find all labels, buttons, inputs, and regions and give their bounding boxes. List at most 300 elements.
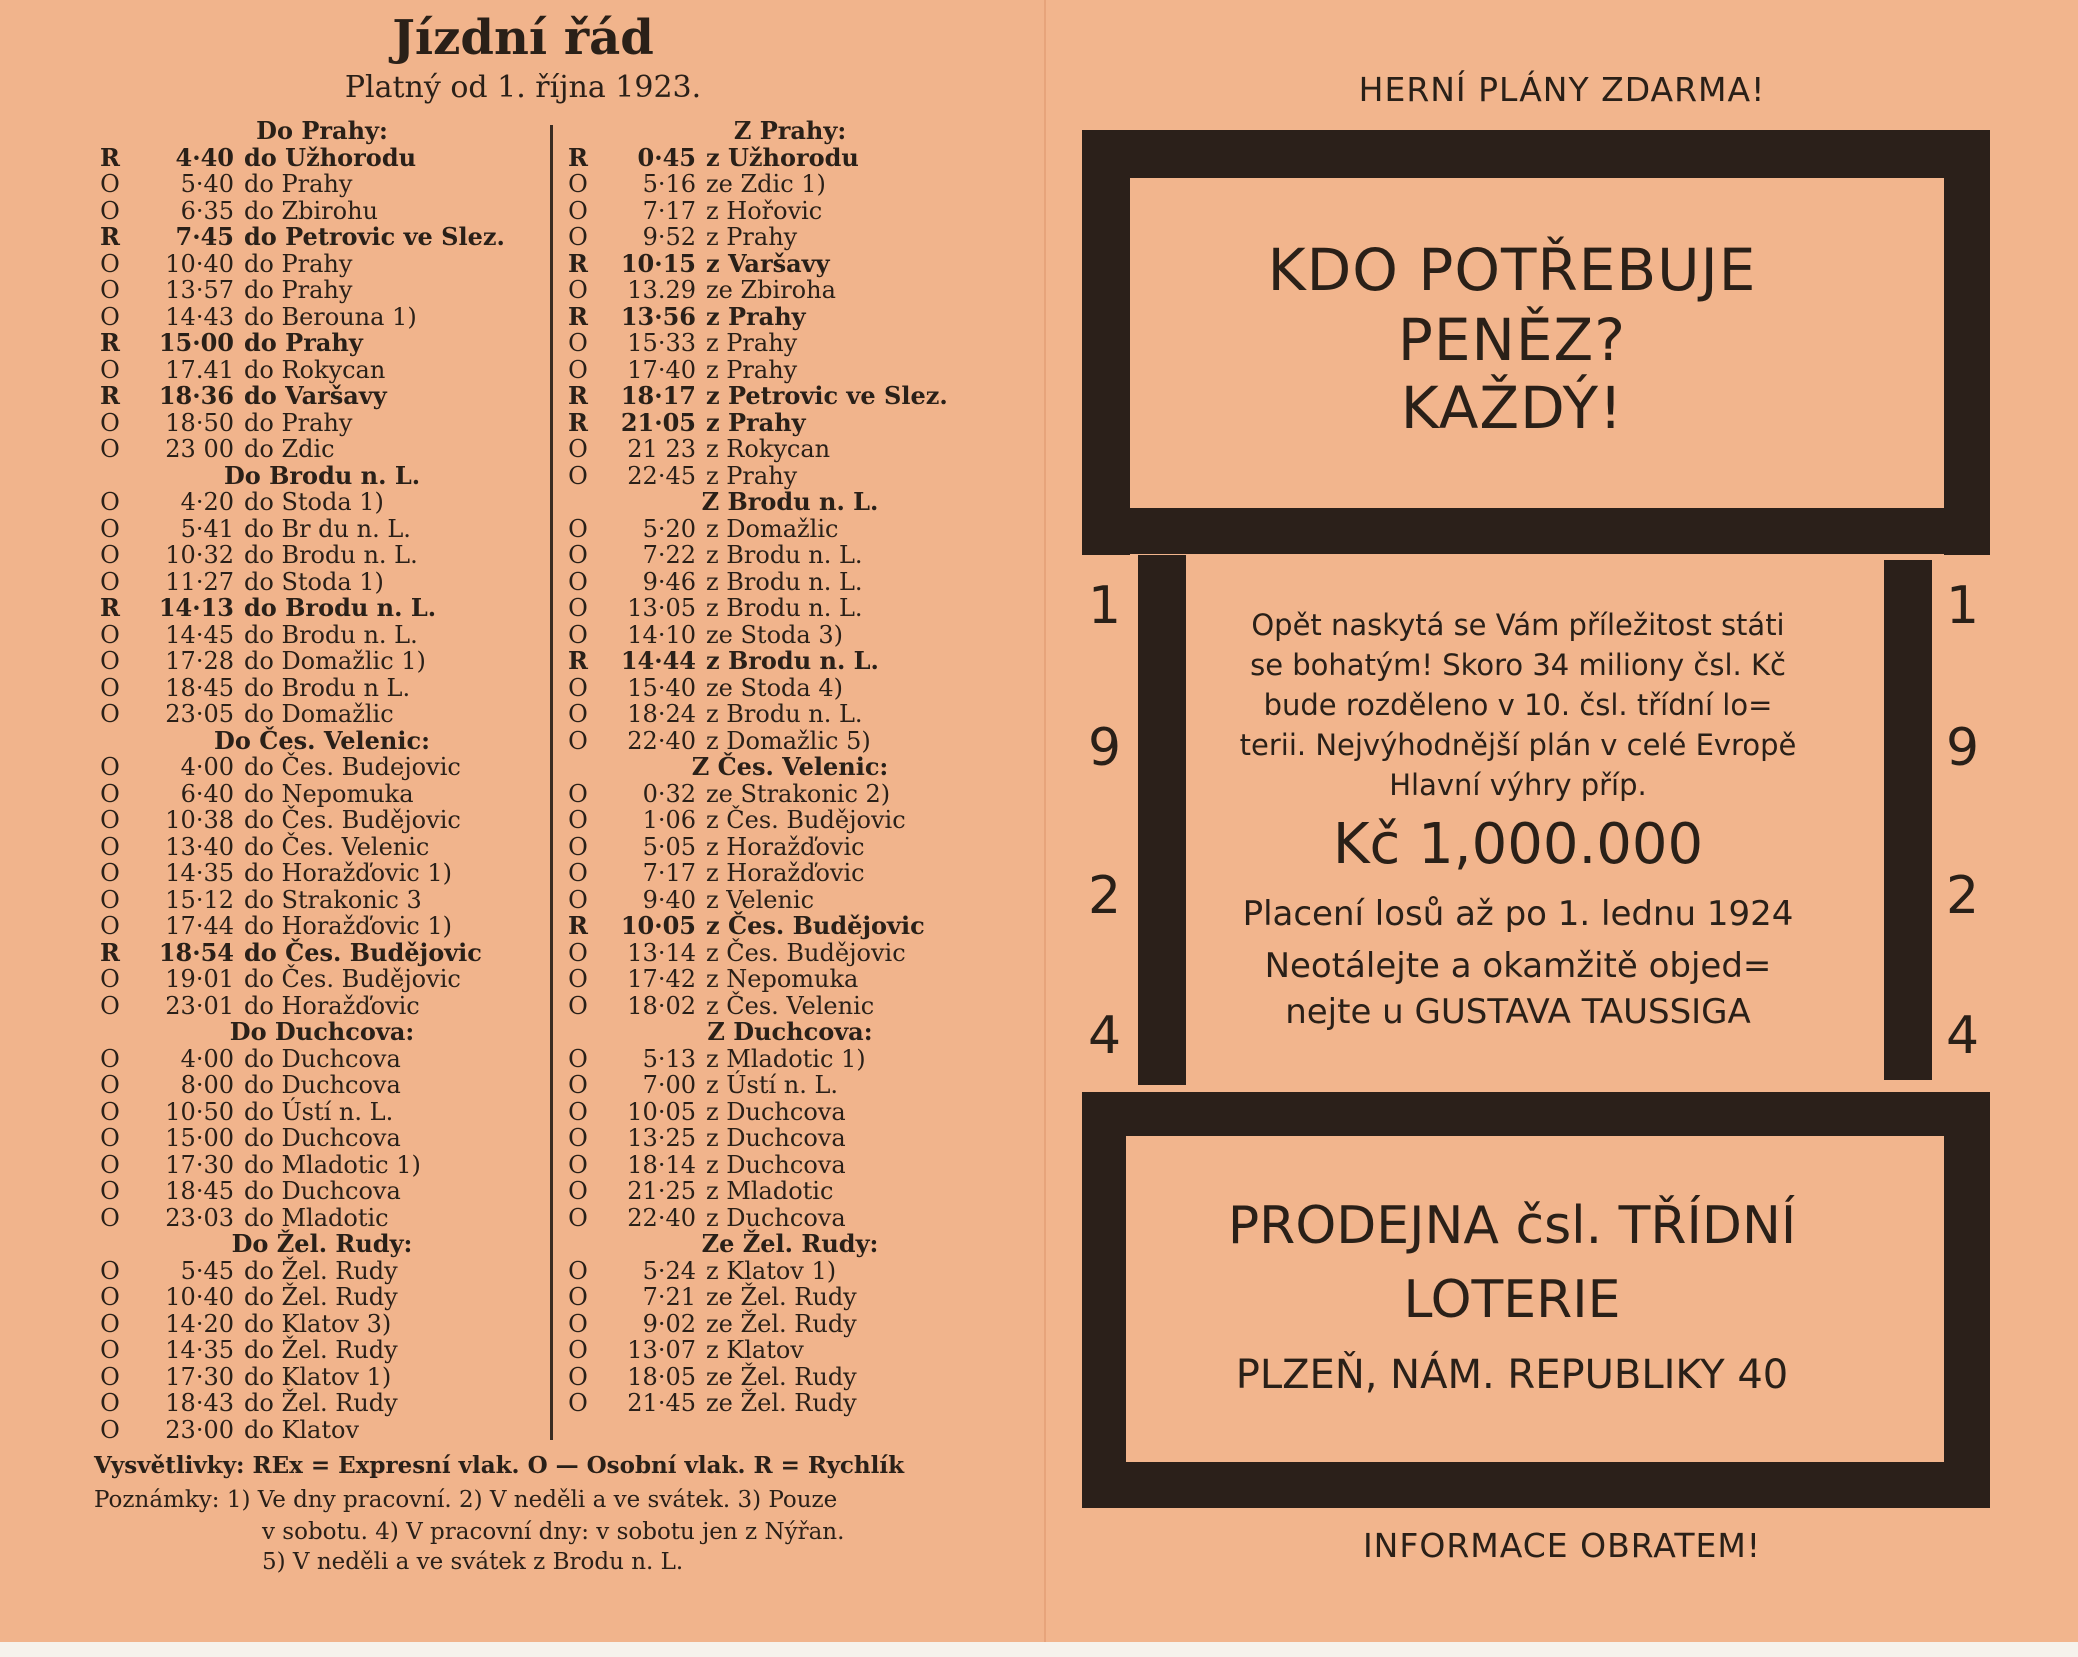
section-heading: Z Duchcova: — [707, 1017, 873, 1046]
train-row — [92, 1178, 552, 1205]
train-type: O — [100, 1283, 120, 1311]
train-row — [92, 1099, 552, 1126]
train-destination: do Ústí n. L. — [244, 1097, 394, 1126]
shop-panel — [1136, 1180, 1888, 1450]
train-time: 18·24 — [627, 700, 696, 728]
train-type: O — [568, 1362, 588, 1391]
train-type: O — [568, 965, 588, 993]
train-type: O — [568, 1097, 588, 1126]
train-row — [92, 648, 552, 675]
train-destination: do Prahy — [244, 328, 363, 357]
train-row — [92, 887, 552, 914]
train-row — [560, 383, 1020, 410]
page-margin — [0, 1642, 2078, 1657]
train-type: O — [100, 991, 120, 1020]
train-destination: do Užhorodu — [244, 142, 417, 172]
train-destination: z Brodu n. L. — [706, 594, 863, 622]
train-row — [92, 937, 552, 967]
train-destination: z Mladotic 1) — [706, 1044, 866, 1073]
train-destination: z Domažlic 5) — [706, 726, 871, 755]
train-type: O — [100, 567, 120, 596]
train-time: 23·03 — [165, 1203, 234, 1232]
train-destination: do Brodu n. L. — [244, 620, 418, 649]
offer-line: Opět naskytá se Vám příležitost státi — [1251, 608, 1785, 642]
train-time: 13·05 — [627, 594, 696, 622]
train-destination: ze Žel. Rudy — [706, 1309, 857, 1338]
section-heading: Do Brodu n. L. — [223, 460, 421, 490]
train-time: 13·40 — [165, 832, 234, 861]
train-destination: do Prahy — [244, 170, 353, 198]
train-type: O — [100, 832, 120, 861]
train-time: 9·46 — [642, 567, 696, 596]
train-time: 10·05 — [620, 911, 696, 940]
offer-panel — [1178, 600, 1858, 1080]
train-row — [560, 1178, 1020, 1205]
train-type: O — [100, 673, 120, 702]
train-time: 9·02 — [642, 1309, 696, 1338]
train-type: O — [100, 1203, 120, 1232]
train-row — [560, 1125, 1020, 1152]
train-destination: do Zbirohu — [244, 196, 378, 225]
train-row — [92, 569, 552, 596]
train-type: O — [100, 302, 120, 331]
train-row — [560, 913, 1020, 940]
train-type: O — [568, 1177, 588, 1205]
train-destination: do Žel. Rudy — [244, 1283, 398, 1311]
section-heading: Z Brodu n. L. — [701, 487, 879, 516]
train-time: 5·13 — [642, 1044, 696, 1073]
train-time: 14·35 — [165, 1336, 234, 1364]
train-destination: ze Zdic 1) — [706, 170, 826, 198]
train-destination: do Mladotic — [244, 1203, 389, 1232]
frame-bar — [1082, 1136, 1126, 1486]
train-row — [560, 728, 1020, 755]
train-time: 6·40 — [180, 779, 234, 808]
train-time: 5·24 — [642, 1256, 696, 1285]
train-destination: ze Žel. Rudy — [706, 1389, 857, 1417]
train-row — [92, 198, 552, 225]
train-row — [560, 622, 1020, 649]
legend: Vysvětlivky: REx = Expresní vlak. O — Osobní vlak. R = Rychlík — [94, 1452, 905, 1479]
train-row — [92, 383, 552, 410]
train-type: O — [568, 885, 588, 914]
train-destination: ze Stoda 3) — [706, 620, 843, 649]
shop-name-line-2: LOTERIE — [1403, 1270, 1621, 1330]
train-type: O — [568, 1389, 588, 1417]
train-row — [92, 993, 552, 1020]
train-type: O — [568, 938, 588, 967]
train-row — [560, 1364, 1020, 1391]
train-destination: do Žel. Rudy — [244, 1389, 398, 1417]
train-destination: do Domažlic — [244, 700, 394, 728]
train-type: O — [100, 806, 120, 834]
headline-line-1: KDO POTŘEBUJE — [1267, 236, 1757, 304]
train-time: 5·41 — [180, 514, 234, 543]
train-type: O — [568, 700, 588, 728]
train-time: 22·40 — [627, 1203, 696, 1232]
train-row — [92, 754, 552, 781]
train-row — [560, 1152, 1020, 1179]
offer-line: se bohatým! Skoro 34 miliony čsl. Kč — [1250, 648, 1786, 682]
train-destination: do Čes. Velenic — [244, 832, 430, 861]
year-digit: 4 — [1946, 1006, 1980, 1066]
train-destination: ze Strakonic 2) — [706, 779, 891, 808]
train-type: R — [568, 142, 588, 172]
train-time: 10·15 — [620, 248, 696, 278]
train-type: O — [568, 1283, 588, 1311]
train-time: 21·45 — [627, 1389, 696, 1417]
train-row — [560, 542, 1020, 569]
year-digit: 1 — [1088, 576, 1122, 636]
train-time: 23 00 — [165, 435, 234, 463]
train-row — [560, 301, 1020, 331]
train-type: O — [100, 965, 120, 993]
train-type: O — [100, 1415, 120, 1444]
train-row — [92, 277, 552, 304]
train-destination: do Br du n. L. — [244, 514, 411, 543]
train-time: 23·00 — [165, 1415, 234, 1444]
train-time: 10·40 — [165, 249, 234, 278]
train-row — [560, 277, 1020, 304]
train-time: 14·45 — [165, 620, 234, 649]
train-destination: do Čes. Budějovic — [244, 806, 461, 834]
train-row — [92, 304, 552, 331]
train-row — [92, 675, 552, 702]
train-destination: do Rokycan — [244, 355, 386, 384]
train-time: 8·00 — [180, 1071, 234, 1099]
train-row — [92, 251, 552, 278]
train-row — [92, 330, 552, 357]
train-destination: z Prahy — [706, 461, 798, 490]
train-row — [560, 357, 1020, 384]
train-time: 1·06 — [642, 806, 696, 834]
train-time: 14·13 — [158, 593, 234, 622]
train-time: 14·20 — [165, 1309, 234, 1338]
train-row — [560, 198, 1020, 225]
train-row — [92, 410, 552, 437]
train-type: O — [568, 355, 588, 384]
train-row — [560, 407, 1020, 437]
train-type: O — [568, 1071, 588, 1099]
train-time: 22·45 — [627, 461, 696, 490]
train-destination: do Duchcova — [244, 1177, 401, 1205]
year-digit: 2 — [1088, 866, 1122, 926]
train-time: 10·40 — [165, 1283, 234, 1311]
train-time: 4·00 — [180, 1044, 234, 1073]
train-time: 10·05 — [627, 1097, 696, 1126]
train-time: 17·42 — [627, 965, 696, 993]
train-destination: ze Stoda 4) — [706, 673, 843, 702]
train-type: O — [100, 1150, 120, 1179]
year-digit: 4 — [1088, 1006, 1122, 1066]
train-type: R — [568, 301, 588, 331]
train-destination: z Prahy — [706, 355, 798, 384]
departures-column — [92, 118, 552, 1443]
train-type: O — [100, 355, 120, 384]
train-destination: do Klatov 3) — [244, 1309, 392, 1338]
train-destination: ze Žel. Rudy — [706, 1283, 857, 1311]
column-divider — [550, 125, 553, 1440]
train-time: 22·40 — [627, 726, 696, 755]
train-type: O — [568, 329, 588, 357]
train-type: O — [568, 620, 588, 649]
train-destination: z Brodu n. L. — [706, 567, 863, 596]
train-type: O — [568, 832, 588, 861]
train-destination: do Žel. Rudy — [244, 1256, 398, 1285]
train-type: R — [100, 381, 120, 410]
train-time: 17·28 — [165, 647, 234, 675]
train-time: 10·38 — [165, 806, 234, 834]
train-destination: z Prahy — [706, 407, 806, 437]
train-destination: z Prahy — [706, 223, 798, 251]
train-row — [92, 1205, 552, 1232]
train-destination: do Brodu n L. — [244, 673, 411, 702]
train-type: O — [568, 567, 588, 596]
train-type: R — [568, 248, 588, 278]
train-time: 13·07 — [627, 1336, 696, 1364]
train-type: O — [568, 276, 588, 304]
train-time: 13·25 — [627, 1124, 696, 1152]
train-destination: z Prahy — [706, 329, 798, 357]
train-destination: do Strakonic 3 — [244, 885, 422, 914]
frame-bar — [1082, 130, 1990, 178]
train-time: 13·56 — [620, 301, 696, 331]
train-row — [560, 834, 1020, 861]
train-destination: z Duchcova — [706, 1124, 846, 1152]
train-time: 7·00 — [642, 1071, 696, 1099]
train-type: R — [100, 142, 120, 172]
train-type: O — [568, 594, 588, 622]
train-type: O — [100, 859, 120, 887]
train-time: 23·01 — [165, 991, 234, 1020]
frame-bar — [1944, 130, 1990, 555]
timetable-subtitle: Platný od 1. října 1923. — [344, 70, 702, 105]
train-destination: z Velenic — [706, 885, 815, 914]
train-time: 18·43 — [165, 1389, 234, 1417]
headline-line-2: PENĚZ? — [1397, 306, 1627, 374]
train-time: 23·05 — [165, 700, 234, 728]
section-heading: Do Žel. Rudy: — [231, 1229, 413, 1258]
train-time: 21 23 — [627, 435, 696, 463]
train-type: O — [100, 1071, 120, 1099]
train-destination: z Hořovic — [706, 196, 823, 225]
train-type: O — [100, 1389, 120, 1417]
train-row — [92, 913, 552, 940]
train-destination: z Rokycan — [706, 435, 831, 463]
train-destination: z Čes. Budějovic — [706, 938, 906, 967]
train-time: 17·30 — [165, 1362, 234, 1391]
train-time: 0·45 — [637, 142, 696, 172]
train-destination: do Klatov — [244, 1415, 360, 1444]
train-time: 14·35 — [165, 859, 234, 887]
train-type: O — [100, 912, 120, 940]
train-destination: z Čes. Budějovic — [706, 806, 906, 834]
train-time: 19·01 — [165, 965, 234, 993]
train-destination: do Prahy — [244, 249, 353, 278]
train-type: R — [568, 911, 588, 940]
train-time: 18·45 — [165, 673, 234, 702]
train-time: 9·40 — [642, 885, 696, 914]
train-time: 15·33 — [627, 329, 696, 357]
train-destination: z Brodu n. L. — [706, 541, 863, 569]
train-destination: ze Zbiroha — [706, 276, 836, 304]
train-time: 7·22 — [642, 541, 696, 569]
train-row — [560, 142, 1020, 172]
headline-panel — [1136, 186, 1888, 506]
train-time: 5·20 — [642, 514, 696, 543]
train-row — [92, 1364, 552, 1391]
train-time: 14·43 — [165, 302, 234, 331]
train-destination: z Duchcova — [706, 1097, 846, 1126]
train-type: O — [100, 647, 120, 675]
train-time: 15·00 — [165, 1124, 234, 1152]
train-time: 11·27 — [165, 567, 234, 596]
train-row — [92, 1390, 552, 1417]
train-row — [560, 860, 1020, 887]
train-row — [92, 1046, 552, 1073]
train-type: O — [100, 408, 120, 437]
train-row — [92, 357, 552, 384]
frame-bar — [1082, 1092, 1990, 1136]
train-row — [560, 224, 1020, 251]
train-row — [560, 1311, 1020, 1338]
train-row — [92, 701, 552, 728]
train-time: 17·44 — [165, 912, 234, 940]
train-destination: do Varšavy — [244, 381, 387, 410]
train-row — [560, 1337, 1020, 1364]
train-time: 17.41 — [165, 355, 234, 384]
train-time: 7·45 — [175, 222, 234, 251]
train-row — [560, 781, 1020, 808]
train-type: O — [568, 223, 588, 251]
train-destination: z Domažlic — [706, 514, 839, 543]
offer-line: bude rozděleno v 10. čsl. třídní lo= — [1263, 688, 1773, 722]
train-destination: z Klatov — [706, 1336, 804, 1364]
train-row — [92, 1284, 552, 1311]
train-row — [560, 1258, 1020, 1285]
train-time: 4·20 — [180, 488, 234, 516]
train-row — [560, 1390, 1020, 1417]
year-digit: 2 — [1946, 866, 1980, 926]
train-type: O — [568, 196, 588, 225]
train-destination: do Horažďovic — [244, 991, 420, 1020]
train-row — [92, 807, 552, 834]
train-type: O — [568, 1256, 588, 1285]
train-type: O — [568, 1203, 588, 1232]
train-destination: z Mladotic — [706, 1177, 834, 1205]
train-destination: do Čes. Budejovic — [244, 753, 461, 781]
notes-line-3: 5) V neděli a ve svátek z Brodu n. L. — [262, 1549, 684, 1575]
train-destination: do Horažďovic 1) — [244, 912, 452, 940]
train-type: O — [100, 779, 120, 808]
train-row — [92, 781, 552, 808]
train-row — [92, 516, 552, 543]
train-destination: z Varšavy — [706, 248, 830, 278]
train-time: 18·54 — [158, 937, 234, 967]
train-destination: do Prahy — [244, 276, 353, 304]
train-time: 0·32 — [642, 779, 696, 808]
train-row — [92, 966, 552, 993]
train-time: 5·40 — [180, 170, 234, 198]
train-row — [560, 330, 1020, 357]
train-time: 4·00 — [180, 753, 234, 781]
train-time: 5·16 — [642, 170, 696, 198]
train-type: R — [100, 222, 120, 251]
train-type: O — [568, 514, 588, 543]
train-row — [92, 1337, 552, 1364]
order-line-2: nejte u GUSTAVA TAUSSIGA — [1285, 992, 1751, 1032]
train-time: 18·14 — [627, 1150, 696, 1179]
train-row — [560, 595, 1020, 622]
train-destination: do Petrovic ve Slez. — [244, 222, 505, 251]
train-type: O — [100, 1362, 120, 1391]
train-time: 6·35 — [180, 196, 234, 225]
train-type: R — [568, 407, 588, 437]
train-time: 15·40 — [627, 673, 696, 702]
train-type: O — [568, 170, 588, 198]
year-digit: 9 — [1088, 718, 1122, 778]
train-time: 13·57 — [165, 276, 234, 304]
train-type: O — [100, 1097, 120, 1126]
train-destination: z Čes. Budějovic — [706, 911, 925, 940]
train-row — [92, 224, 552, 251]
year-digit: 1 — [1946, 576, 1980, 636]
train-destination: do Domažlic 1) — [244, 647, 426, 675]
train-type: O — [100, 1124, 120, 1152]
shop-name-line-1: PRODEJNA čsl. TŘÍDNÍ — [1227, 1196, 1797, 1256]
section-heading: Do Čes. Velenic: — [214, 725, 430, 755]
train-time: 14·44 — [620, 646, 696, 675]
train-time: 7·21 — [642, 1283, 696, 1311]
train-destination: z Užhorodu — [706, 142, 859, 172]
train-row — [92, 171, 552, 198]
section-heading: Do Duchcova: — [229, 1017, 415, 1046]
train-destination: do Nepomuka — [244, 779, 414, 808]
train-row — [92, 489, 552, 516]
train-destination: do Mladotic 1) — [244, 1150, 421, 1179]
train-row — [560, 940, 1020, 967]
train-type: O — [100, 1256, 120, 1285]
train-row — [560, 1205, 1020, 1232]
train-type: O — [568, 806, 588, 834]
train-destination: z Ústí n. L. — [706, 1071, 839, 1099]
train-type: O — [100, 541, 120, 569]
frame-bar — [1884, 560, 1932, 1080]
train-type: O — [100, 514, 120, 543]
timetable-title: Jízdní řád — [392, 10, 654, 66]
train-time: 17·40 — [627, 355, 696, 384]
train-destination: z Horažďovic — [706, 859, 865, 887]
train-destination: do Duchcova — [244, 1124, 401, 1152]
shop-address: PLZEŇ, NÁM. REPUBLIKY 40 — [1235, 1352, 1789, 1398]
train-type: R — [100, 593, 120, 622]
train-time: 18·50 — [165, 408, 234, 437]
train-type: O — [568, 461, 588, 490]
train-time: 18·05 — [627, 1362, 696, 1391]
train-row — [560, 569, 1020, 596]
headline-line-3: KAŽDÝ! — [1400, 374, 1624, 442]
train-row — [560, 516, 1020, 543]
train-destination: do Horažďovic 1) — [244, 859, 452, 887]
train-row — [560, 1046, 1020, 1073]
train-destination: z Horažďovic — [706, 832, 865, 861]
train-row — [92, 622, 552, 649]
train-row — [560, 1099, 1020, 1126]
section-heading: Z Prahy: — [733, 116, 847, 145]
train-type: O — [100, 620, 120, 649]
frame-bar — [1082, 130, 1130, 555]
train-destination: do Zdic — [244, 435, 335, 463]
